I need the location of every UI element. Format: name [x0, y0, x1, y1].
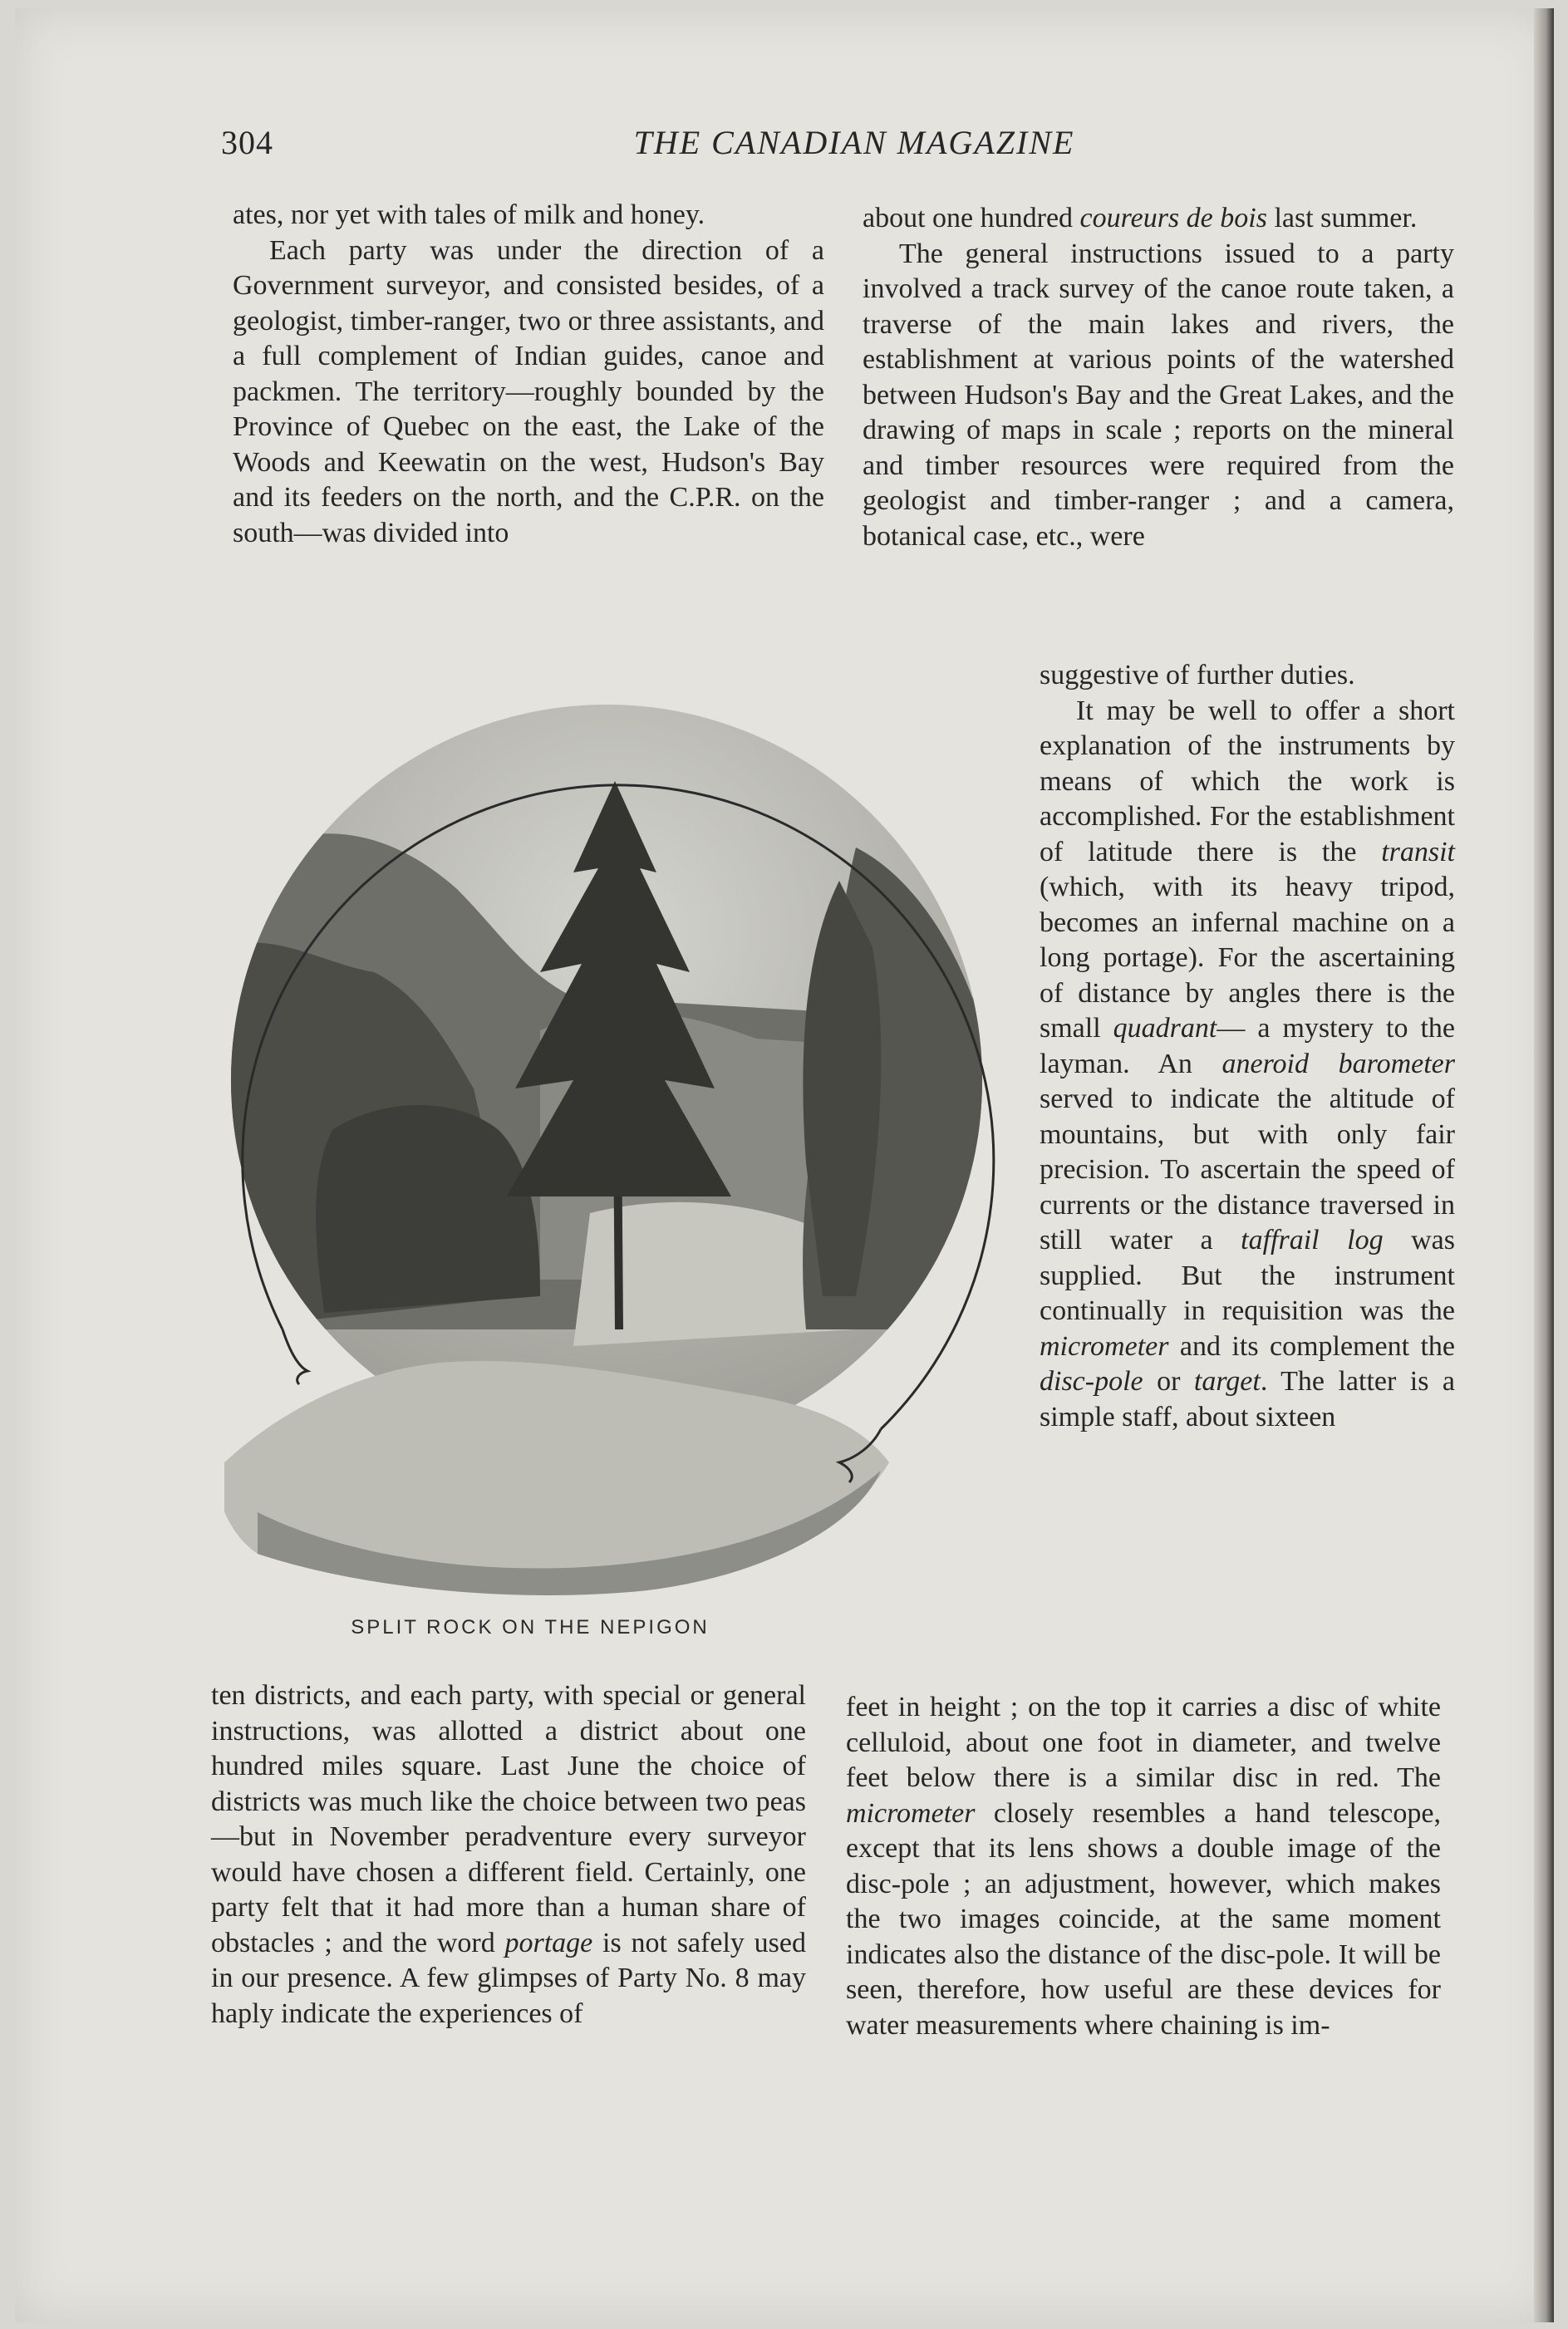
paragraph: about one hundred coureurs de bois last summer. — [863, 203, 1418, 233]
left-column-bottom — [211, 1678, 806, 2032]
paragraph: Each party was under the direction of a Government surveyor, and consisted besides, of a geologist, timber-ranger, two or three assistants, and a full complement of Indian guides, canoe and packmen. The territory—roughly bounded by the Province of Quebec on the east, the Lake of the Woods and Keewatin on the west, Hudson's Bay and its feeders on the north, and the C.P.R. on the south—was divided into — [233, 234, 824, 548]
magazine-page — [15, 8, 1554, 2322]
paragraph: ten districts, and each party, with special or general instructions, was allotted a district about one hundred miles square. Last June the choice of districts was much like the choice between two peas—but in November peradventure every surveyor would have chosen a different field. Certainly, one party felt that it had more than a human share of obstacles ; and the word portage is not safely used in our presence. A few glimpses of Party No. 8 may haply indicate the experiences of — [211, 1680, 806, 2029]
right-column-narrow — [1040, 658, 1455, 1435]
right-column-bottom — [846, 1690, 1441, 2043]
paragraph: ates, nor yet with tales of milk and honey. — [233, 199, 705, 230]
italic-term: quadrant — [1113, 1013, 1217, 1044]
italic-term: disc-pole — [1040, 1366, 1143, 1397]
italic-term: transit — [1381, 836, 1455, 867]
italic-term: portage — [504, 1927, 593, 1958]
paragraph: suggestive of further duties. — [1040, 660, 1355, 690]
italic-term: target — [1193, 1366, 1261, 1397]
split-rock-illustration — [224, 698, 1005, 1595]
italic-term: micrometer — [846, 1797, 976, 1829]
illustration-caption: SPLIT ROCK ON THE NEPIGON — [351, 1616, 710, 1639]
paragraph: It may be well to offer a short explanation of the instruments by means of which the work is accomplished. For the establishment of latitude there is the transit (which, with its heavy tripod, becomes an infernal machine on a long portage). For the ascertaining of distance by angles there is the small quadrant— a mystery to the layman. An aneroid barometer served to indicate the altitude of mountains, but with only fair precision. To ascertain the speed of currents or the distance traversed in still water a taffrail log was supplied. But the instrument continually in requisition was the micrometer and its complement the disc-pole or target. The latter is a simple staff, about sixteen — [1040, 695, 1455, 1432]
italic-term: coureurs de bois — [1079, 203, 1267, 233]
italic-term: micrometer — [1040, 1330, 1169, 1362]
frame-scroll-left — [283, 1329, 307, 1384]
paragraph: The general instructions issued to a party involved a track survey of the canoe route taken, a traverse of the main lakes and rivers, the establishment at various points of the watershed between Hudson's Bay and the Great Lakes, and the drawing of maps in scale ; reports on the mineral and timber resources were required from the geologist and timber-ranger ; and a camera, botanical case, etc., were — [863, 238, 1454, 552]
left-column-top — [233, 198, 824, 551]
page-number: 304 — [221, 124, 273, 161]
italic-term: aneroid barometer — [1221, 1048, 1455, 1079]
running-title: THE CANADIAN MAGAZINE — [633, 124, 1075, 161]
italic-term: taffrail log — [1241, 1225, 1384, 1255]
page-binding-edge — [1534, 8, 1554, 2322]
paragraph: feet in height ; on the top it carries a disc of white celluloid, about one foot in diameter, and twelve feet below there is a similar disc in red. The micrometer closely resembles a hand telescope, except that its lens shows a double image of the disc-pole ; an adjustment, however, which makes the two images coincide, at the same moment indicates also the distance of the disc-pole. It will be seen, therefore, how useful are these devices for water measurements where chaining is im- — [846, 1692, 1441, 2041]
right-column-top — [863, 201, 1454, 554]
engraving-scene — [224, 698, 1005, 1479]
